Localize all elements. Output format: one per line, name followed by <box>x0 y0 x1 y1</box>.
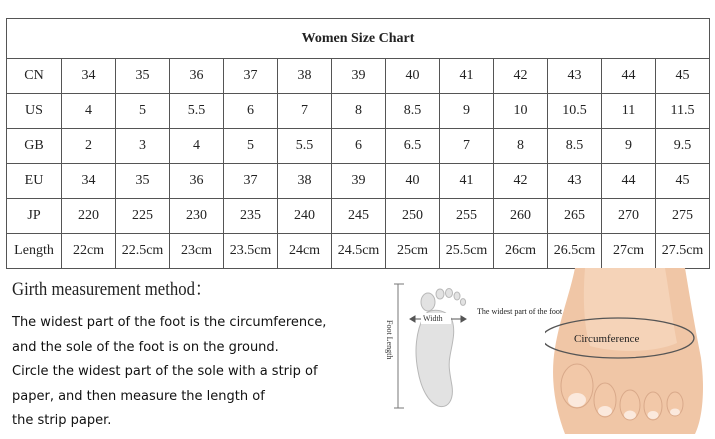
circumference-label: Circumference <box>574 333 640 345</box>
size-chart-title: Women Size Chart <box>7 19 710 59</box>
size-cell: 3 <box>116 129 170 164</box>
size-cell: 5.5 <box>170 94 224 129</box>
size-cell: 8.5 <box>386 94 440 129</box>
foot-length-label: Foot Length <box>385 320 394 360</box>
size-cell: 6 <box>224 94 278 129</box>
size-cell: 11.5 <box>656 94 710 129</box>
size-cell: 10 <box>494 94 548 129</box>
size-cell: 4 <box>62 94 116 129</box>
foot-measurement-diagram <box>378 276 568 416</box>
size-cell: 8.5 <box>548 129 602 164</box>
size-cell: 41 <box>440 59 494 94</box>
size-cell: 270 <box>602 199 656 234</box>
size-cell: 230 <box>170 199 224 234</box>
footprint-icon <box>416 289 466 407</box>
size-cell: 11 <box>602 94 656 129</box>
size-cell: 2 <box>62 129 116 164</box>
size-cell: 7 <box>440 129 494 164</box>
size-cell: 42 <box>494 59 548 94</box>
row-label: Length <box>7 234 62 269</box>
size-cell: 25cm <box>386 234 440 269</box>
girth-line-5: the strip paper. <box>12 413 112 428</box>
size-cell: 23.5cm <box>224 234 278 269</box>
size-cell: 43 <box>548 164 602 199</box>
row-label: CN <box>7 59 62 94</box>
size-row-eu <box>7 164 710 199</box>
size-cell: 24.5cm <box>332 234 386 269</box>
size-cell: 8 <box>332 94 386 129</box>
girth-method-description <box>12 311 326 434</box>
size-cell: 220 <box>62 199 116 234</box>
size-row-jp <box>7 199 710 234</box>
girth-line-4: paper, and then measure the length of <box>12 388 265 404</box>
size-cell: 5.5 <box>278 129 332 164</box>
size-cell: 23cm <box>170 234 224 269</box>
size-cell: 22.5cm <box>116 234 170 269</box>
size-cell: 275 <box>656 199 710 234</box>
size-cell: 27.5cm <box>656 234 710 269</box>
size-cell: 36 <box>170 59 224 94</box>
size-cell: 24cm <box>278 234 332 269</box>
size-row-us <box>7 94 710 129</box>
size-chart-body <box>7 59 710 269</box>
girth-line-3: Circle the widest part of the sole with a strip of <box>12 364 318 379</box>
size-chart-table <box>6 18 710 269</box>
size-cell: 37 <box>224 59 278 94</box>
size-cell: 39 <box>332 164 386 199</box>
foot-length-bracket <box>394 284 404 408</box>
size-cell: 34 <box>62 164 116 199</box>
size-cell: 6.5 <box>386 129 440 164</box>
size-cell: 37 <box>224 164 278 199</box>
widest-part-label: The widest part of the foot <box>477 307 563 316</box>
size-cell: 7 <box>278 94 332 129</box>
size-cell: 38 <box>278 59 332 94</box>
size-cell: 235 <box>224 199 278 234</box>
size-cell: 41 <box>440 164 494 199</box>
size-cell: 4 <box>170 129 224 164</box>
size-cell: 26.5cm <box>548 234 602 269</box>
size-cell: 44 <box>602 59 656 94</box>
size-cell: 6 <box>332 129 386 164</box>
size-cell: 36 <box>170 164 224 199</box>
size-cell: 225 <box>116 199 170 234</box>
size-cell: 27cm <box>602 234 656 269</box>
size-cell: 5 <box>224 129 278 164</box>
size-cell: 25.5cm <box>440 234 494 269</box>
size-cell: 35 <box>116 164 170 199</box>
size-cell: 43 <box>548 59 602 94</box>
size-row-length <box>7 234 710 269</box>
row-label: EU <box>7 164 62 199</box>
size-cell: 255 <box>440 199 494 234</box>
row-label: GB <box>7 129 62 164</box>
foot-illustration <box>553 268 703 434</box>
row-label: JP <box>7 199 62 234</box>
row-label: US <box>7 94 62 129</box>
size-cell: 22cm <box>62 234 116 269</box>
size-cell: 260 <box>494 199 548 234</box>
size-cell: 45 <box>656 164 710 199</box>
size-cell: 26cm <box>494 234 548 269</box>
size-cell: 265 <box>548 199 602 234</box>
size-cell: 8 <box>494 129 548 164</box>
size-cell: 245 <box>332 199 386 234</box>
size-cell: 39 <box>332 59 386 94</box>
size-cell: 38 <box>278 164 332 199</box>
width-label: Width <box>423 314 443 323</box>
size-cell: 5 <box>116 94 170 129</box>
size-cell: 35 <box>116 59 170 94</box>
size-cell: 240 <box>278 199 332 234</box>
size-cell: 10.5 <box>548 94 602 129</box>
size-cell: 9 <box>440 94 494 129</box>
size-cell: 34 <box>62 59 116 94</box>
girth-method-title: Girth measurement method： <box>12 279 212 300</box>
size-cell: 42 <box>494 164 548 199</box>
size-cell: 250 <box>386 199 440 234</box>
girth-line-2: and the sole of the foot is on the ground. <box>12 339 279 355</box>
size-cell: 9.5 <box>656 129 710 164</box>
foot-photo <box>545 268 709 434</box>
size-row-cn <box>7 59 710 94</box>
size-cell: 40 <box>386 164 440 199</box>
girth-line-1: The widest part of the foot is the circumference, <box>12 315 327 330</box>
size-cell: 40 <box>386 59 440 94</box>
size-cell: 45 <box>656 59 710 94</box>
size-row-gb <box>7 129 710 164</box>
size-cell: 9 <box>602 129 656 164</box>
size-cell: 44 <box>602 164 656 199</box>
